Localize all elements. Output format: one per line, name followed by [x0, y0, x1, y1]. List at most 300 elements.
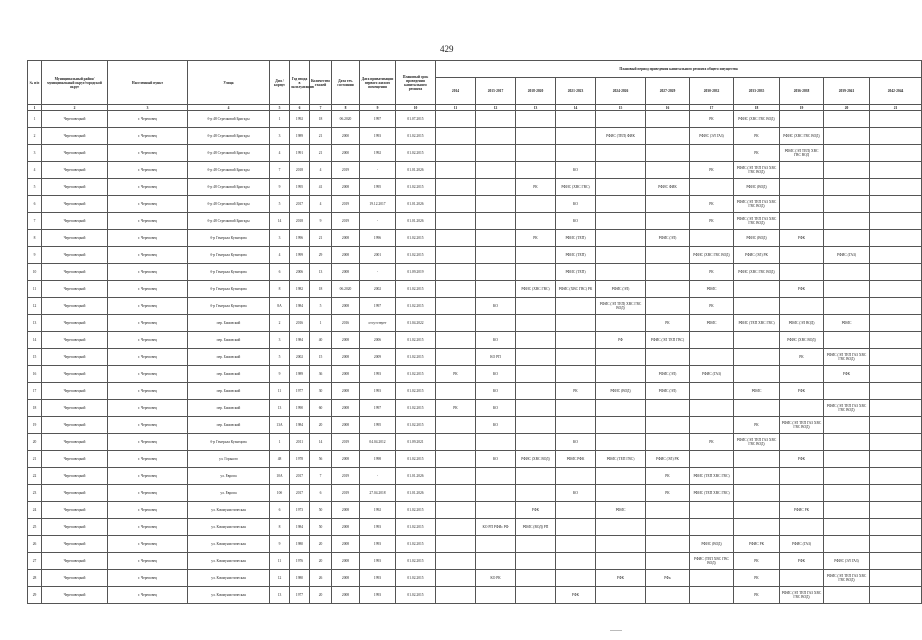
cell-period-work: РФК — [596, 570, 646, 587]
cell-period-work — [690, 417, 734, 434]
cell-date-tech-status: 2008 — [332, 349, 360, 366]
cell-period-work: КО — [556, 485, 596, 502]
cell-period-work: РФИС (ВОД) — [734, 230, 780, 247]
cell-period-work — [870, 468, 922, 485]
table-row — [28, 230, 922, 247]
cell-period-work — [436, 179, 476, 196]
cell-period-work — [824, 111, 870, 128]
page-number: 429 — [440, 44, 454, 54]
cell-planned-term: 01.01.2026 — [396, 485, 436, 502]
cell-period-work — [556, 111, 596, 128]
cell-date-privatization: 1995 — [360, 417, 396, 434]
cell-municipality: Череповецкий — [42, 230, 108, 247]
cell-period-work — [824, 145, 870, 162]
cell-period-work: РФИС (ВОД) — [734, 179, 780, 196]
table-row — [28, 417, 922, 434]
cell-period-work — [556, 570, 596, 587]
cell-period-work — [516, 247, 556, 264]
cell-municipality: Череповецкий — [42, 298, 108, 315]
cell-period-work: РФИС (ТЕП ХВС ГВС ВОД) — [690, 553, 734, 570]
cell-date-tech-status: 2016 — [332, 315, 360, 332]
cell-period-work: РФИС (ЭЛ ТЕП) ХВС ГВС ВОД) — [596, 298, 646, 315]
cell-period-work — [870, 196, 922, 213]
cell-period-work: РК — [780, 349, 824, 366]
cell-period-work: РФИС РК — [734, 536, 780, 553]
cell-period-work — [436, 315, 476, 332]
cell-period-work: РФИС (ЭЛ ТЕП ГАЗ ХВС ГВС ВОД) — [734, 162, 780, 179]
cell-year-built: 2017 — [290, 468, 310, 485]
cell-year-built: 1980 — [290, 570, 310, 587]
cell-date-privatization: 1993 — [360, 553, 396, 570]
cell-floors: 20 — [310, 417, 332, 434]
cell-period-work — [476, 145, 516, 162]
cell-year-built: 1984 — [290, 519, 310, 536]
cell-period-work — [646, 128, 690, 145]
cell-settlement: г. Череповец — [108, 434, 188, 451]
cell-floors: 20 — [310, 536, 332, 553]
table-row — [28, 451, 922, 468]
cell-period-work — [516, 315, 556, 332]
cell-street: пер. Бамовский — [188, 400, 270, 417]
column-number: 20 — [824, 105, 870, 111]
cell-year-built: 1977 — [290, 587, 310, 604]
cell-period-work: КО — [476, 383, 516, 400]
cell-num: 2 — [28, 128, 42, 145]
header-year-built: Год ввода в эксплуатацию — [290, 61, 310, 105]
table-row — [28, 553, 922, 570]
header-house: Дом / корпус — [270, 61, 290, 105]
cell-period-work — [646, 213, 690, 230]
cell-period-work — [824, 213, 870, 230]
cell-year-built: 1984 — [290, 332, 310, 349]
cell-period-work: РФК — [780, 451, 824, 468]
cell-date-tech-status: 2019 — [332, 434, 360, 451]
cell-year-built: 1999 — [290, 247, 310, 264]
cell-date-tech-status: 2019 — [332, 196, 360, 213]
table-row — [28, 145, 922, 162]
cell-house: 7 — [270, 162, 290, 179]
cell-period-work — [870, 366, 922, 383]
cell-period-work: РК — [734, 553, 780, 570]
cell-period-work: РФИС (ЭЛ) РК — [734, 247, 780, 264]
cell-floors: 20 — [310, 587, 332, 604]
cell-street: ул. Европа — [188, 485, 270, 502]
cell-period-work — [516, 128, 556, 145]
cell-period-work — [824, 179, 870, 196]
cell-period-work — [646, 587, 690, 604]
capital-repair-table — [27, 60, 922, 604]
cell-period-work — [646, 349, 690, 366]
cell-period-work — [646, 400, 690, 417]
cell-period-work: КО — [476, 451, 516, 468]
cell-period-work — [436, 247, 476, 264]
cell-date-tech-status: 2000 — [332, 145, 360, 162]
column-number: 10 — [396, 105, 436, 111]
cell-period-work — [870, 400, 922, 417]
cell-floors: 50 — [310, 502, 332, 519]
cell-period-work — [646, 145, 690, 162]
cell-year-built: 2006 — [290, 264, 310, 281]
column-number: 6 — [290, 105, 310, 111]
cell-municipality: Череповецкий — [42, 468, 108, 485]
cell-period-work: РФИС (ТЕП ХВС ГВС) — [690, 485, 734, 502]
cell-period-work: РФИС — [690, 315, 734, 332]
cell-period-work — [516, 349, 556, 366]
cell-period-work: РФИС (ТЕП ХВС ГВС) — [734, 315, 780, 332]
cell-settlement: г. Череповец — [108, 349, 188, 366]
cell-settlement: г. Череповец — [108, 281, 188, 298]
cell-period-work — [436, 485, 476, 502]
cell-period-work: РФИС (ЭЛ ТЕП ГАЗ ХВС ГВС ВОД) — [780, 417, 824, 434]
cell-municipality: Череповецкий — [42, 111, 108, 128]
cell-street: ул. Коммунистическая — [188, 553, 270, 570]
column-number: 1 — [28, 105, 42, 111]
cell-period-work: РФИС (ВОД) — [596, 383, 646, 400]
cell-period-work — [734, 349, 780, 366]
cell-settlement: г. Череповец — [108, 315, 188, 332]
cell-municipality: Череповецкий — [42, 247, 108, 264]
header-period: 2039-2041 — [824, 78, 870, 105]
cell-period-work — [436, 519, 476, 536]
cell-period-work — [516, 366, 556, 383]
cell-planned-term: 01.02.2015 — [396, 366, 436, 383]
cell-period-work — [690, 383, 734, 400]
cell-planned-term: 01.02.2015 — [396, 179, 436, 196]
column-number: 18 — [734, 105, 780, 111]
cell-year-built: 2016 — [290, 315, 310, 332]
cell-num: 18 — [28, 400, 42, 417]
cell-period-work: КО — [556, 434, 596, 451]
header-period: 2015-2017 — [476, 78, 516, 105]
cell-house: 9 — [270, 179, 290, 196]
cell-planned-term: 01.02.2015 — [396, 332, 436, 349]
cell-period-work: РФИС (ЭЛ ТЕП ГАЗ ХВС ГВС ВОД) — [734, 213, 780, 230]
column-number: 21 — [870, 105, 922, 111]
cell-period-work — [870, 213, 922, 230]
cell-settlement: г. Череповец — [108, 247, 188, 264]
cell-period-work — [436, 230, 476, 247]
cell-municipality: Череповецкий — [42, 162, 108, 179]
cell-municipality: Череповецкий — [42, 264, 108, 281]
cell-period-work: РК — [734, 417, 780, 434]
cell-year-built: 1989 — [290, 366, 310, 383]
cell-settlement: г. Череповец — [108, 128, 188, 145]
cell-period-work — [596, 196, 646, 213]
cell-house: 6 — [270, 264, 290, 281]
cell-planned-term: 01.04.2022 — [396, 315, 436, 332]
cell-period-work — [824, 128, 870, 145]
cell-period-work — [780, 468, 824, 485]
table-row — [28, 128, 922, 145]
cell-house: 8 — [270, 519, 290, 536]
cell-num: 1 — [28, 111, 42, 128]
cell-settlement: г. Череповец — [108, 536, 188, 553]
cell-street: б-р 48 Стрелковой Бригады — [188, 162, 270, 179]
cell-period-work — [780, 519, 824, 536]
cell-period-work — [824, 230, 870, 247]
cell-municipality: Череповецкий — [42, 349, 108, 366]
cell-period-work — [516, 536, 556, 553]
table-row — [28, 434, 922, 451]
cell-period-work — [824, 298, 870, 315]
cell-period-work — [596, 247, 646, 264]
cell-date-tech-status: 2008 — [332, 179, 360, 196]
cell-period-work: РФИС (ТЕП ХВС ГВС) — [690, 468, 734, 485]
cell-date-privatization: 1992 — [360, 145, 396, 162]
cell-period-work — [596, 145, 646, 162]
cell-municipality: Череповецкий — [42, 502, 108, 519]
cell-period-work: РФИС (ГАЗ) — [780, 536, 824, 553]
cell-period-work: РФИС (ХВС ГВС) — [556, 179, 596, 196]
cell-period-work: РФИС (ЭЛ ТЕП ГАЗ ХВС ГВС ВОД) — [734, 434, 780, 451]
cell-period-work — [476, 230, 516, 247]
column-number: 15 — [596, 105, 646, 111]
cell-period-work: РФИС (ТЕП) — [556, 230, 596, 247]
table-row — [28, 298, 922, 315]
cell-year-built: 1996 — [290, 230, 310, 247]
cell-date-privatization: 1997 — [360, 111, 396, 128]
header-municipality: Муниципальный район/ муниципальный округ/городской округ — [42, 61, 108, 105]
cell-year-built: 1984 — [290, 417, 310, 434]
cell-period-work: РФИС (ЭЛ ВОД) — [780, 315, 824, 332]
cell-period-work: КО — [476, 400, 516, 417]
cell-house: 6 — [270, 502, 290, 519]
cell-period-work — [476, 315, 516, 332]
cell-period-work — [870, 179, 922, 196]
cell-period-work — [690, 451, 734, 468]
cell-period-work — [436, 128, 476, 145]
cell-period-work — [476, 281, 516, 298]
cell-house: 11 — [270, 383, 290, 400]
table-row — [28, 162, 922, 179]
cell-date-privatization: 1997 — [360, 298, 396, 315]
header-planned-term: Плановый срок проведения капитального ремонта — [396, 61, 436, 105]
cell-street: пер. Бамовский — [188, 349, 270, 366]
cell-planned-term: 01.02.2015 — [396, 451, 436, 468]
cell-period-work: РФК — [556, 587, 596, 604]
cell-period-work — [436, 468, 476, 485]
cell-street: пер. Бамовский — [188, 332, 270, 349]
cell-year-built: 2002 — [290, 349, 310, 366]
cell-floors: 60 — [310, 400, 332, 417]
cell-period-work — [690, 145, 734, 162]
cell-street: б-р Генерала Кузнецова — [188, 230, 270, 247]
cell-date-tech-status: 06.2020 — [332, 111, 360, 128]
cell-year-built: 2018 — [290, 162, 310, 179]
cell-period-work: РФИС (ЭЛ ГАЗ) — [690, 128, 734, 145]
cell-period-work — [780, 570, 824, 587]
cell-date-privatization: 2001 — [360, 247, 396, 264]
cell-planned-term: 01.02.2015 — [396, 230, 436, 247]
cell-period-work: РФИС (ЭЛ) — [646, 366, 690, 383]
cell-date-tech-status: 2019 — [332, 213, 360, 230]
cell-period-work — [734, 298, 780, 315]
cell-period-work — [556, 536, 596, 553]
cell-municipality: Череповецкий — [42, 519, 108, 536]
cell-period-work — [870, 162, 922, 179]
cell-period-work: РФИС РФК — [556, 451, 596, 468]
cell-period-work: КО РП РФИс РФ — [476, 519, 516, 536]
cell-period-work — [596, 400, 646, 417]
cell-period-work — [824, 264, 870, 281]
cell-planned-term: 01.01.2026 — [396, 162, 436, 179]
cell-num: 5 — [28, 179, 42, 196]
header-period: 2021-2023 — [556, 78, 596, 105]
cell-settlement: г. Череповец — [108, 145, 188, 162]
cell-date-privatization: 2009 — [360, 349, 396, 366]
cell-settlement: г. Череповец — [108, 400, 188, 417]
cell-period-work — [516, 145, 556, 162]
cell-period-work — [690, 230, 734, 247]
cell-house: 3 — [270, 332, 290, 349]
cell-period-work — [824, 196, 870, 213]
cell-period-work — [596, 264, 646, 281]
cell-period-work — [596, 434, 646, 451]
cell-floors: 36 — [310, 366, 332, 383]
header-date-privatization: Дата приватизации первого жилого помещения — [360, 61, 396, 105]
column-number: 7 — [310, 105, 332, 111]
column-number: 13 — [516, 105, 556, 111]
cell-period-work: РК — [690, 434, 734, 451]
cell-period-work — [646, 536, 690, 553]
cell-period-work — [476, 468, 516, 485]
cell-planned-term: 01.07.2015 — [396, 111, 436, 128]
cell-settlement: г. Череповец — [108, 111, 188, 128]
cell-period-work — [646, 247, 690, 264]
header-settlement: Населенный пункт — [108, 61, 188, 105]
cell-num: 23 — [28, 485, 42, 502]
cell-period-work: РФИС (ХВС ГВС) — [516, 281, 556, 298]
cell-street: б-р Генерала Кузнецова — [188, 264, 270, 281]
cell-period-work — [870, 298, 922, 315]
cell-period-work — [556, 145, 596, 162]
cell-period-work: КО РК — [476, 570, 516, 587]
cell-date-tech-status: 2008 — [332, 536, 360, 553]
table-row — [28, 179, 922, 196]
cell-planned-term: 01.02.2015 — [396, 519, 436, 536]
cell-date-privatization: 1997 — [360, 400, 396, 417]
cell-settlement: г. Череповец — [108, 179, 188, 196]
cell-year-built: 2017 — [290, 485, 310, 502]
cell-date-tech-status: 06.2020 — [332, 281, 360, 298]
cell-period-work — [516, 587, 556, 604]
cell-period-work: РФИС (ЭЛ ТЕП ГАЗ ХВС ГВС ВОД) — [734, 196, 780, 213]
cell-settlement: г. Череповец — [108, 451, 188, 468]
cell-year-built: 2018 — [290, 213, 310, 230]
cell-planned-term: 01.02.2015 — [396, 383, 436, 400]
cell-planned-term: 01.02.2015 — [396, 400, 436, 417]
cell-num: 21 — [28, 451, 42, 468]
cell-period-work — [436, 383, 476, 400]
cell-date-privatization: 1993 — [360, 587, 396, 604]
cell-period-work — [734, 366, 780, 383]
cell-street: б-р 48 Стрелковой Бригады — [188, 213, 270, 230]
cell-year-built: 1977 — [290, 383, 310, 400]
table-row — [28, 213, 922, 230]
cell-municipality: Череповецкий — [42, 128, 108, 145]
cell-settlement: г. Череповец — [108, 366, 188, 383]
cell-date-tech-status: 2019 — [332, 468, 360, 485]
cell-period-work — [646, 417, 690, 434]
cell-date-tech-status: 2008 — [332, 519, 360, 536]
cell-period-work — [476, 162, 516, 179]
cell-house: 12 — [270, 570, 290, 587]
cell-period-work — [870, 519, 922, 536]
cell-period-work: КО — [476, 366, 516, 383]
cell-period-work — [824, 434, 870, 451]
cell-period-work — [690, 502, 734, 519]
cell-period-work — [436, 434, 476, 451]
cell-period-work — [476, 247, 516, 264]
cell-street: б-р 48 Стрелковой Бригады — [188, 128, 270, 145]
cell-year-built: 1995 — [290, 179, 310, 196]
cell-house: 3 — [270, 230, 290, 247]
table-row — [28, 468, 922, 485]
cell-period-work — [870, 502, 922, 519]
header-num: № п/п — [28, 61, 42, 105]
cell-floors: 1 — [310, 315, 332, 332]
cell-house: 4 — [270, 145, 290, 162]
cell-period-work — [596, 587, 646, 604]
table-row — [28, 349, 922, 366]
cell-period-work — [870, 247, 922, 264]
cell-settlement: г. Череповец — [108, 383, 188, 400]
cell-period-work: РК — [690, 298, 734, 315]
cell-period-work — [596, 162, 646, 179]
cell-period-work — [596, 179, 646, 196]
cell-num: 29 — [28, 587, 42, 604]
cell-period-work — [734, 519, 780, 536]
cell-date-tech-status: 2008 — [332, 570, 360, 587]
cell-street: б-р Генерала Кузнецова — [188, 434, 270, 451]
cell-planned-term: 01.02.2015 — [396, 570, 436, 587]
cell-planned-term: 01.09.2021 — [396, 434, 436, 451]
cell-period-work — [824, 451, 870, 468]
cell-house: 13А — [270, 417, 290, 434]
cell-year-built: 1982 — [290, 281, 310, 298]
cell-settlement: г. Череповец — [108, 162, 188, 179]
cell-period-work — [824, 281, 870, 298]
cell-num: 20 — [28, 434, 42, 451]
cell-date-tech-status: 2019 — [332, 162, 360, 179]
cell-period-work — [646, 519, 690, 536]
cell-period-work — [596, 349, 646, 366]
cell-street: ул. Коммунистическая — [188, 536, 270, 553]
cell-num: 10 — [28, 264, 42, 281]
cell-municipality: Череповецкий — [42, 553, 108, 570]
cell-period-work: РФИС — [824, 315, 870, 332]
cell-municipality: Череповецкий — [42, 315, 108, 332]
cell-street: б-р Генерала Кузнецова — [188, 281, 270, 298]
cell-period-work: РФИС (ЭЛ) — [646, 230, 690, 247]
cell-num: 15 — [28, 349, 42, 366]
header-date-tech-status: Дата тех. состояния — [332, 61, 360, 105]
cell-period-work — [596, 315, 646, 332]
header-period: 2033-2035 — [734, 78, 780, 105]
table-row — [28, 519, 922, 536]
cell-period-work: РК — [690, 264, 734, 281]
cell-period-work: РФИС ФИК — [646, 179, 690, 196]
cell-num: 13 — [28, 315, 42, 332]
cell-house: 14 — [270, 213, 290, 230]
cell-period-work — [436, 349, 476, 366]
cell-period-work — [596, 417, 646, 434]
cell-period-work — [780, 485, 824, 502]
cell-period-work — [646, 196, 690, 213]
cell-period-work: РФИС (ВОД) — [690, 536, 734, 553]
cell-num: 27 — [28, 553, 42, 570]
cell-settlement: г. Череповец — [108, 468, 188, 485]
